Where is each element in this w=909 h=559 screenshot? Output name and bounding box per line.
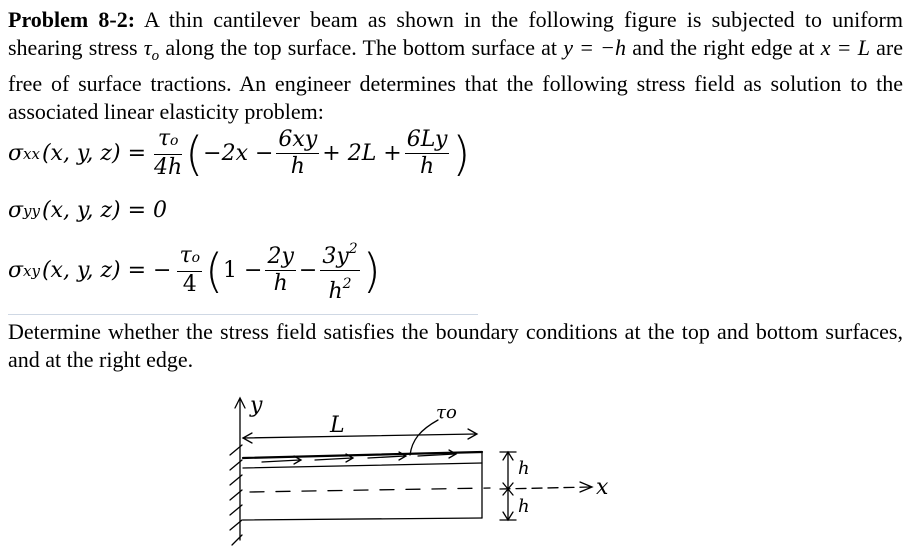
sigma-args: (x, y, z) = −: [41, 258, 172, 283]
shear-stress-label: τo: [436, 402, 457, 423]
length-dimension-line: [243, 434, 476, 438]
tau-subscript: o: [191, 250, 201, 266]
sigma-subscript: yy: [23, 201, 40, 220]
sigma-symbol: σ: [8, 258, 24, 283]
sigma-subscript: xx: [23, 144, 40, 163]
problem-label: Problem 8-2:: [8, 7, 136, 32]
tau-symbol: τ: [143, 35, 152, 60]
tau-subscript: o: [169, 133, 179, 149]
term-one-minus: 1 −: [223, 258, 263, 283]
denominator-base: h: [328, 279, 343, 304]
fraction-denominator: 4h: [154, 155, 183, 180]
beam-top-edge-inner: [243, 463, 482, 468]
height-label-top: h: [518, 458, 530, 479]
fraction-numerator: 2y: [267, 244, 294, 269]
fraction-denominator: h: [273, 271, 288, 296]
intro-text-4: are free of surface tractions. An engineer determines that the following stress field as solution to the associated linear elasticity problem:: [8, 35, 903, 124]
denominator-exponent: 2: [342, 276, 352, 292]
tau-symbol: τ: [157, 126, 170, 151]
tau-leader-line: [410, 420, 438, 455]
beam-centerline: [250, 488, 490, 492]
sigma-symbol: σ: [8, 198, 24, 223]
tau-symbol: τ: [179, 243, 192, 268]
open-paren: (: [205, 243, 224, 298]
sigma-subscript: xy: [23, 261, 40, 280]
right-condition: x = L: [820, 35, 870, 60]
close-paren: ): [362, 243, 381, 298]
term-plus-2L: + 2L +: [322, 141, 402, 166]
open-paren: (: [185, 126, 204, 181]
numerator-base: 3y: [322, 244, 349, 269]
length-label: L: [330, 413, 345, 438]
intro-text-3: and the right edge at: [626, 35, 821, 60]
fraction-denominator: 4: [182, 272, 197, 297]
intro-text-2: along the top surface. The bottom surface at: [159, 35, 564, 60]
fraction-denominator: h: [419, 154, 435, 179]
x-axis-label: x: [596, 475, 609, 500]
y-axis-label: y: [250, 393, 263, 418]
intro-text-1: A thin cantilever beam as shown in the following figure is subjected to uniform shearing stress: [8, 7, 903, 60]
fraction-numerator: 6Ly: [406, 127, 448, 152]
fraction-numerator: 6xy: [278, 127, 318, 152]
question-text: Determine whether the stress field satisfies the boundary conditions at the top and bottom surfaces, and at the right edge.: [8, 319, 903, 372]
sigma-args: (x, y, z) =: [41, 141, 147, 166]
tau-subscript: o: [151, 48, 160, 64]
sigma-symbol: σ: [8, 141, 24, 166]
numerator-exponent: 2: [348, 241, 358, 257]
fraction-denominator: h: [290, 154, 305, 179]
bottom-condition: y = −h: [563, 35, 627, 60]
x-axis-line: [500, 487, 590, 489]
close-paren: ): [452, 126, 471, 181]
beam-bottom-edge: [243, 518, 482, 520]
term-minus: −: [298, 258, 318, 283]
height-label-bottom: h: [518, 496, 530, 517]
sigma-rhs: (x, y, z) = 0: [41, 198, 168, 223]
term-neg-2x: −2x −: [203, 141, 274, 166]
